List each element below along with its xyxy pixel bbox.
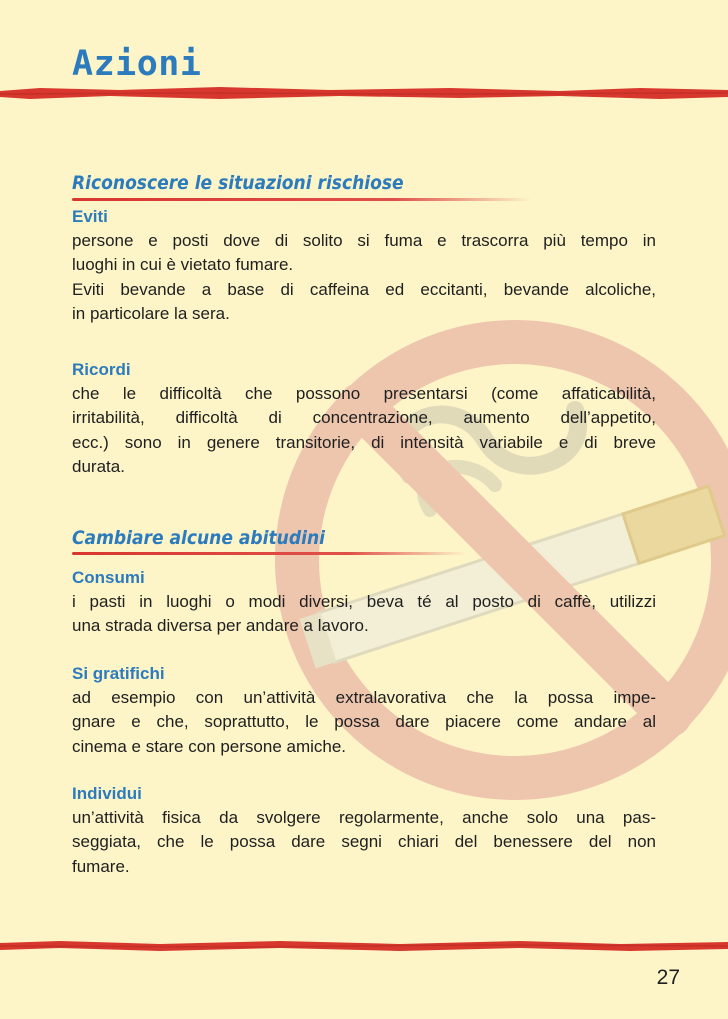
section-underline (72, 552, 467, 555)
text-line: fumare. (72, 856, 130, 876)
page-number: 27 (656, 966, 680, 989)
text-block-si-gratifichi (72, 662, 656, 759)
text-line: ecc.) sono in genere transitorie, di intensità variabile e di breve (72, 432, 656, 452)
text-line: un’attività fisica da svolgere regolarmente, anche solo una pas- (72, 808, 656, 828)
label-si-gratifichi: Si gratifichi (72, 664, 165, 683)
page-title: Azioni (72, 44, 202, 84)
text-line: in particolare la sera. (72, 303, 230, 323)
label-individui: Individui (72, 784, 142, 803)
label-eviti: Eviti (72, 207, 108, 226)
text-line: una strada diversa per andare a lavoro. (72, 616, 369, 636)
text-line: cinema e stare con persone amiche. (72, 736, 347, 756)
top-brush-divider (0, 82, 728, 104)
text-line: che le difficoltà che possono presentarsi (come affaticabilità, (72, 384, 656, 404)
text-line: Eviti bevande a base di caffeina ed eccitanti, bevande alcoliche, (72, 279, 656, 299)
text-block-individui (72, 782, 656, 879)
text-line: durata. (72, 456, 125, 476)
text-line: i pasti in luoghi o modi diversi, beva té al posto di caffè, utilizzi (72, 592, 656, 612)
text-line: luoghi in cui è vietato fumare. (72, 255, 294, 275)
text-line: gnare e che, soprattutto, le possa dare piacere come andare al (72, 712, 656, 732)
label-consumi: Consumi (72, 568, 145, 587)
text-line: irritabilità, difficoltà di concentrazione, aumento dell’appetito, (72, 408, 656, 428)
text-block-eviti (72, 205, 656, 326)
section-heading-situazioni-rischiose: Riconoscere le situazioni rischiose (72, 172, 404, 194)
bottom-brush-divider (0, 935, 728, 957)
section-heading-cambiare-abitudini: Cambiare alcune abitudini (72, 527, 325, 549)
text-line: seggiata, che le possa dare segni chiari del benessere del non (72, 832, 656, 852)
section-underline (72, 198, 532, 201)
text-block-consumi (72, 566, 656, 639)
text-line: ad esempio con un’attività extralavorativa che la possa impe- (72, 688, 656, 708)
text-block-ricordi (72, 358, 656, 479)
text-line: persone e posti dove di solito si fuma e trascorra più tempo in (72, 231, 656, 251)
label-ricordi: Ricordi (72, 360, 131, 379)
